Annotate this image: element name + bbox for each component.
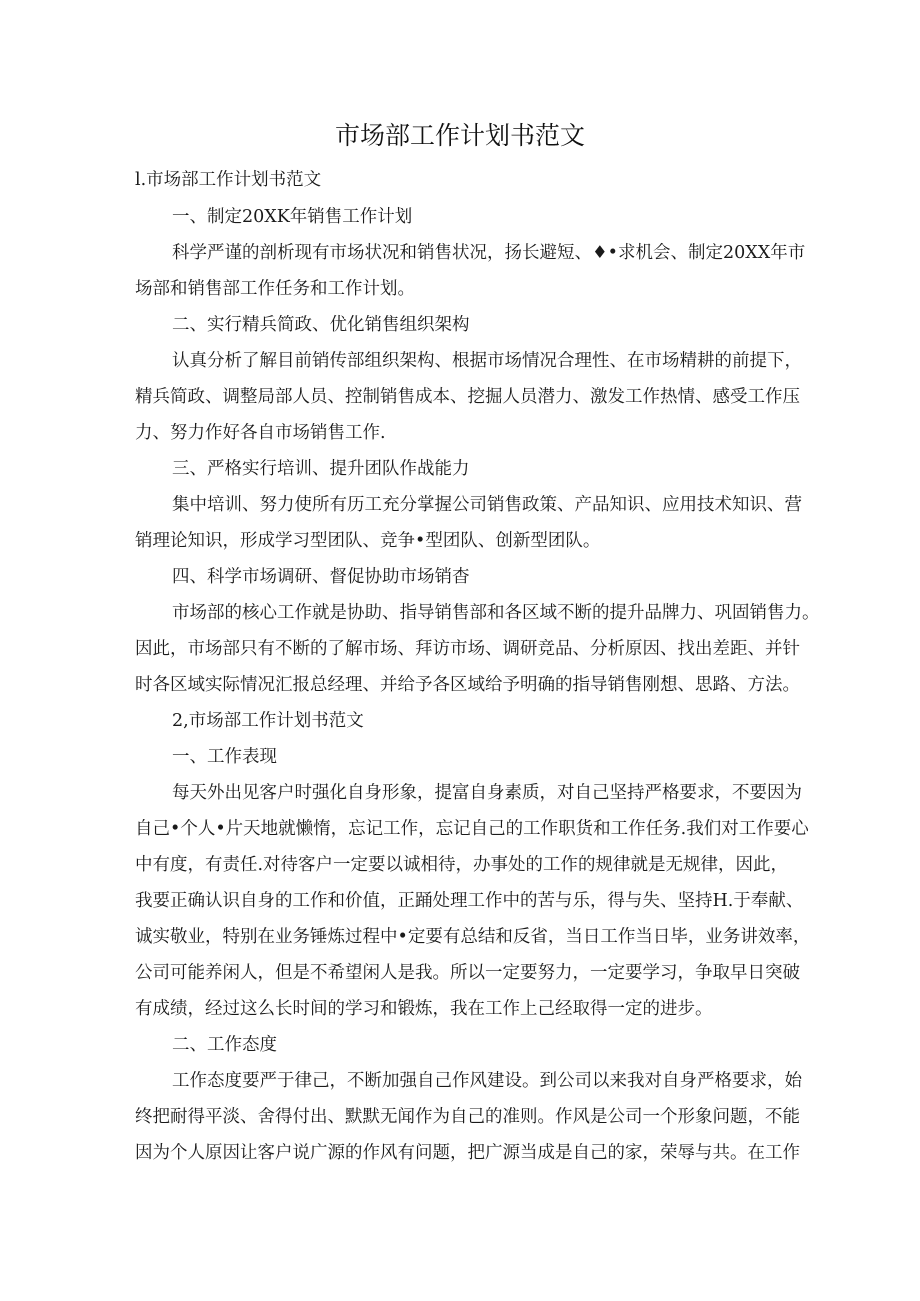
section-1-item-2-heading: 二、实行精兵简政、优化销售组织架构 [172, 315, 470, 335]
section-1-item-1-heading: 一、制定20XK年销售工作计划 [172, 207, 413, 227]
section-1-item-4-heading: 四、科学市场调研、督促协助市场销杳 [172, 567, 470, 587]
paragraph-line: 公司可能养闲人，但是不希望闲人是我。所以一定要努力，一定要学习，争取早日突破 [135, 963, 800, 983]
document-title: 市场部工作计划书范文 [334, 121, 585, 150]
paragraph-line: 终把耐得平淡、舍得付出、默默无闻作为自己的准则。作风是公司一个形象问题，不能 [135, 1107, 800, 1127]
paragraph-line: 诚实敬业，特别在业务锤炼过程中•定要有总结和反省，当日工作当日毕，业务讲效率， [135, 927, 811, 947]
section-2-heading: 2,市场部工作计划书范文 [172, 711, 364, 731]
paragraph-line: 工作态度要严于律己，不断加强自己作风建设。到公司以来我对自身严格要求，始 [172, 1071, 802, 1091]
paragraph-line: 科学严谨的剖析现有市场状况和销售状况，扬长避短、♦•求机会、制定20XX年市 [172, 243, 806, 263]
paragraph-line: 因此，市场部只有不断的了解市场、拜访市场、调研竞品、分析原因、找出差距、并针 [135, 639, 800, 659]
section-2-item-1-heading: 一、工作表现 [172, 747, 277, 767]
paragraph-line: 场部和销售部工作任务和工作计划。 [135, 279, 415, 299]
paragraph-line: 力、努力作好各自市场销售工作. [135, 423, 386, 443]
paragraph-line: 每天外出见客户时强化自身形象，提富自身素质，对自己坚持严格要求，不要因为 [172, 783, 802, 803]
section-2-item-2-heading: 二、工作态度 [172, 1035, 277, 1055]
paragraph-line: 精兵简政、调整局部人员、控制销售成本、挖掘人员潜力、激发工作热情、感受工作压 [135, 387, 800, 407]
paragraph-line: 因为个人原因让客户说广源的作风有问题，把广源当成是自己的家，荣辱与共。在工作 [135, 1143, 800, 1163]
paragraph-line: 销理论知识，形成学习型团队、竞争•型团队、创新型团队。 [135, 531, 601, 551]
section-1-item-3-heading: 三、严格实行培训、提升团队作战能力 [172, 459, 470, 479]
paragraph-line: 我要正确认识自身的工作和价值，正踊处理工作中的苦与乐，得与失、坚持H.于奉献、 [135, 891, 804, 911]
paragraph-line: 认真分析了解目前销传部组织架构、根据市场情况合理性、在市场精耕的前提下， [172, 351, 802, 371]
paragraph-line: 市场部的核心工作就是协助、指导销售部和各区域不断的提升品牌力、巩固销售力。 [172, 603, 820, 623]
paragraph-line: 集中培训、努力使所有历工充分掌握公司销售政策、产品知识、应用技术知识、营 [172, 495, 802, 515]
paragraph-line: 自己•个人•片天地就懒惰，忘记工作，忘记自己的工作职货和工作任务.我们对工作要心 [135, 819, 809, 839]
paragraph-line: 时各区域实际情况汇报总经理、并给予各区域给予明确的指导销售刚想、思路、方法。 [135, 675, 800, 695]
section-1-heading: l.市场部工作计划书范文 [135, 170, 322, 190]
paragraph-line: 有成绩，经过这么长时间的学习和锻炼，我在工作上己经取得一定的进步。 [135, 999, 713, 1019]
paragraph-line: 中有度，有责任.对待客户一定要以诚相待，办事处的工作的规律就是无规律，因此， [135, 855, 789, 875]
